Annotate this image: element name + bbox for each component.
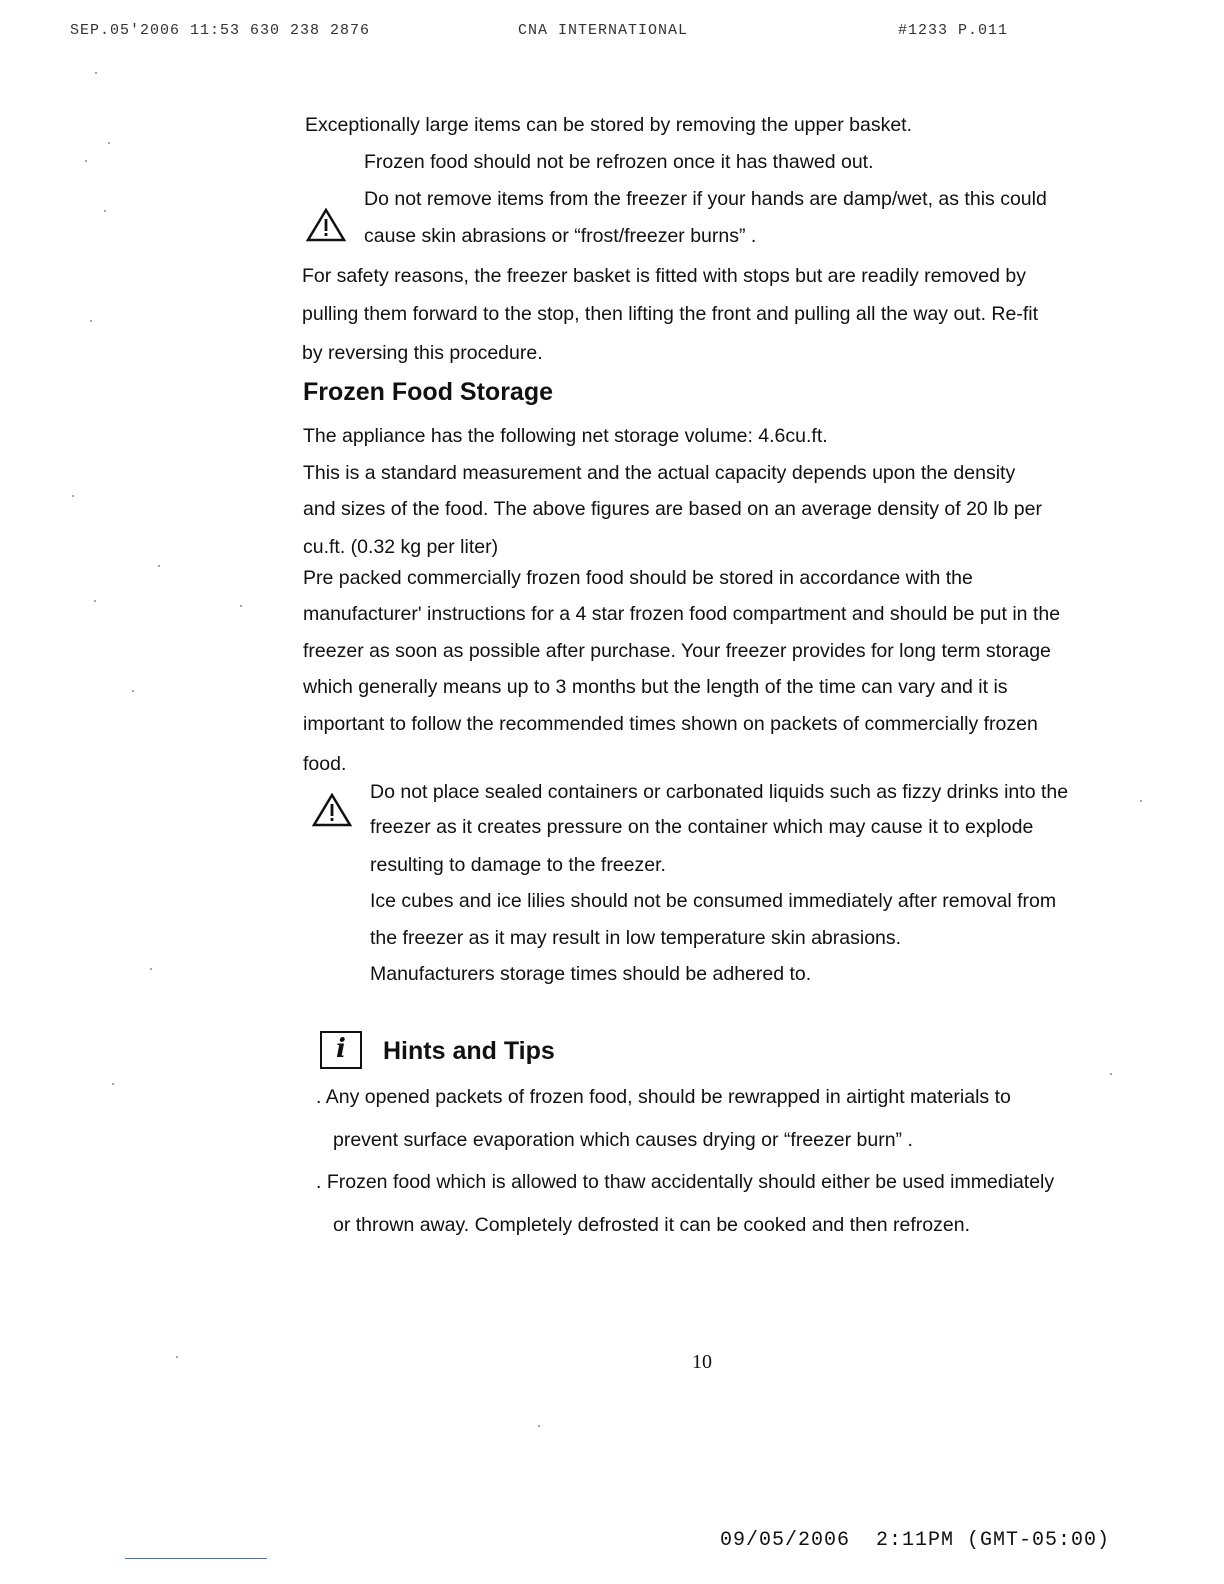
scan-speck: [95, 72, 97, 74]
fax-header: [0, 22, 1224, 42]
scan-speck: [90, 320, 92, 322]
page-number: 10: [692, 1351, 712, 1373]
storage-line-9: important to follow the recommended times shown on packets of commercially frozen: [303, 713, 1038, 735]
fax-header-company: CNA INTERNATIONAL: [518, 22, 689, 39]
scan-speck: [176, 1356, 178, 1358]
storage-line-5: Pre packed commercially frozen food should be stored in accordance with the: [303, 567, 973, 589]
scan-artifact-line: [125, 1558, 267, 1559]
hint-line-3: . Frozen food which is allowed to thaw accidentally should either be used immediately: [316, 1171, 1055, 1193]
storage-line-10: food.: [303, 753, 347, 775]
storage-line-3: and sizes of the food. The above figures are based on an average density of 20 lb per: [303, 498, 1042, 520]
info-icon: i: [320, 1031, 362, 1069]
scan-speck: [72, 495, 74, 497]
scan-speck: [158, 565, 160, 567]
scan-speck: [1110, 1073, 1112, 1075]
safety-line-2: pulling them forward to the stop, then lifting the front and pulling all the way out. Re-fit: [302, 303, 1039, 325]
scan-speck: [132, 690, 134, 692]
warning2-line-3: resulting to damage to the freezer.: [370, 854, 666, 876]
safety-line-3: by reversing this procedure.: [302, 342, 543, 364]
intro-line-1: Exceptionally large items can be stored by removing the upper basket.: [305, 114, 912, 136]
frozen-food-storage-heading: Frozen Food Storage: [303, 378, 553, 406]
intro-line-2: Frozen food should not be refrozen once it has thawed out.: [364, 151, 874, 173]
scan-speck: [108, 142, 110, 144]
warning-triangle-icon: [312, 793, 352, 827]
hints-heading: Hints and Tips: [383, 1037, 555, 1065]
storage-line-4: cu.ft. (0.32 kg per liter): [303, 536, 499, 558]
warning1-line-1: Do not remove items from the freezer if your hands are damp/wet, as this could: [364, 188, 1047, 210]
warning2-line-2: freezer as it creates pressure on the container which may cause it to explode: [370, 816, 1034, 838]
warning2-line-4: Ice cubes and ice lilies should not be consumed immediately after removal from: [370, 890, 1057, 912]
warning-triangle-icon: [306, 208, 346, 242]
storage-line-7: freezer as soon as possible after purchase. Your freezer provides for long term storage: [303, 640, 1051, 662]
fax-footer-timestamp: 09/05/2006 2:11PM (GMT-05:00): [720, 1529, 1111, 1552]
hint-line-4: or thrown away. Completely defrosted it can be cooked and then refrozen.: [333, 1214, 970, 1236]
storage-line-8: which generally means up to 3 months but the length of the time can vary and it is: [303, 676, 1008, 698]
fax-header-page: #1233 P.011: [898, 22, 1009, 39]
hint-line-1: . Any opened packets of frozen food, should be rewrapped in airtight materials to: [316, 1086, 1011, 1108]
warning2-line-1: Do not place sealed containers or carbonated liquids such as fizzy drinks into the: [370, 781, 1069, 803]
scan-speck: [112, 1083, 114, 1085]
hint-line-2: prevent surface evaporation which causes drying or “freezer burn” .: [333, 1129, 913, 1151]
warning2-line-5: the freezer as it may result in low temperature skin abrasions.: [370, 927, 902, 949]
fax-header-sender: SEP.05'2006 11:53 630 238 2876: [70, 22, 371, 39]
scan-speck: [104, 210, 106, 212]
scan-speck: [538, 1425, 540, 1427]
storage-line-6: manufacturer' instructions for a 4 star frozen food compartment and should be put in the: [303, 603, 1061, 625]
warning1-line-2: cause skin abrasions or “frost/freezer burns” .: [364, 225, 757, 247]
scan-speck: [85, 160, 87, 162]
scan-speck: [94, 600, 96, 602]
storage-line-2: This is a standard measurement and the actual capacity depends upon the density: [303, 462, 1016, 484]
safety-line-1: For safety reasons, the freezer basket is fitted with stops but are readily removed by: [302, 265, 1027, 287]
scan-speck: [240, 605, 242, 607]
scan-speck: [150, 968, 152, 970]
storage-line-1: The appliance has the following net storage volume: 4.6cu.ft.: [303, 425, 828, 447]
warning2-line-6: Manufacturers storage times should be adhered to.: [370, 963, 812, 985]
scan-speck: [1140, 800, 1142, 802]
